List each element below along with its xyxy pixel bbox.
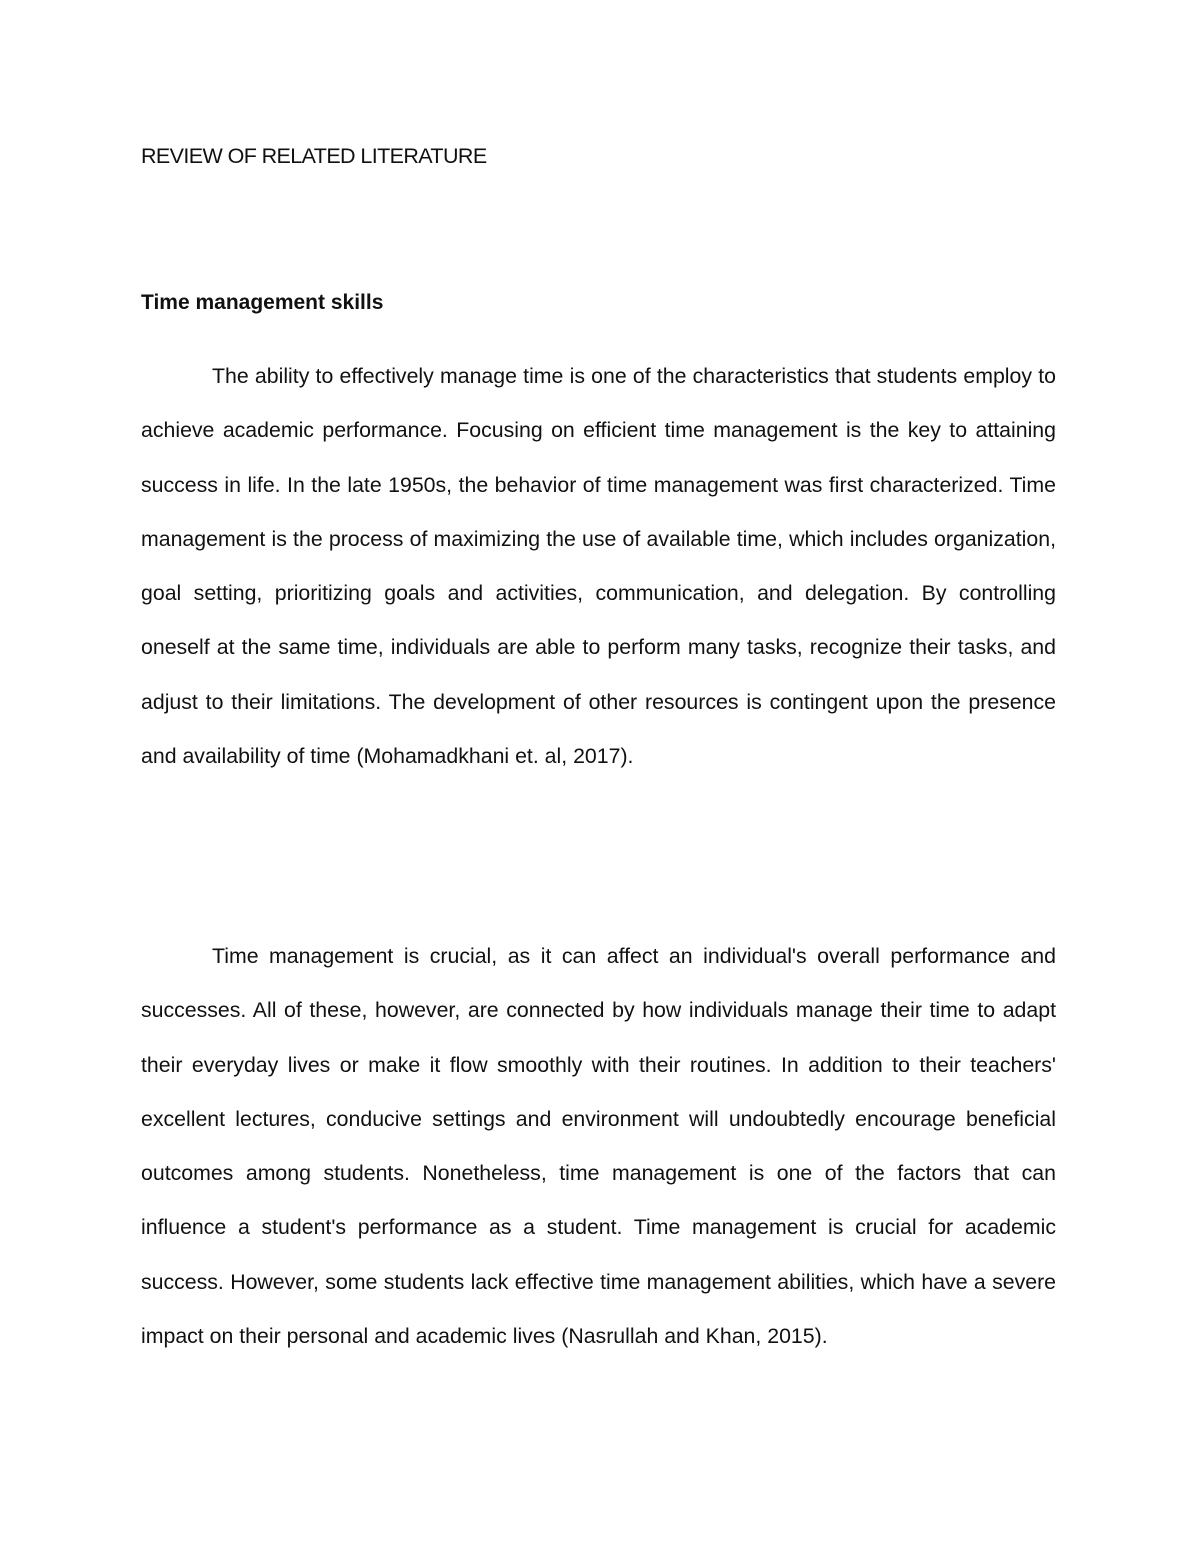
body-paragraph-1: The ability to effectively manage time is one of the characteristics that students employ to achieve academic performance. Focusing on efficient time management is the key to attaining success in life. In the late 1950s, the behavior of time management was first characterized. Time management is the process of maximizing the use of available time, which includes organization, goal setting, prioritizing goals and activities, communication, and delegation. By controlling oneself at the same time, individuals are able to perform many tasks, recognize their tasks, and adjust to their limitations. The development of other resources is contingent upon the presence and availability of time (Mohamadkhani et. al, 2017).	[141, 364, 1056, 769]
body-paragraph-2: Time management is crucial, as it can affect an individual's overall performance and successes. All of these, however, are connected by how individuals manage their time to adapt their everyday lives or make it flow smoothly with their routines. In addition to their teachers' excellent lectures, conducive settings and environment will undoubtedly encourage beneficial outcomes among students. Nonetheless, time management is one of the factors that can influence a student's performance as a student. Time management is crucial for academic success. However, some students lack effective time management abilities, which have a severe impact on their personal and academic lives (Nasrullah and Khan, 2015).	[141, 944, 1056, 1349]
section-heading: Time management skills	[141, 291, 384, 314]
document-title: REVIEW OF RELATED LITERATURE	[141, 144, 487, 168]
